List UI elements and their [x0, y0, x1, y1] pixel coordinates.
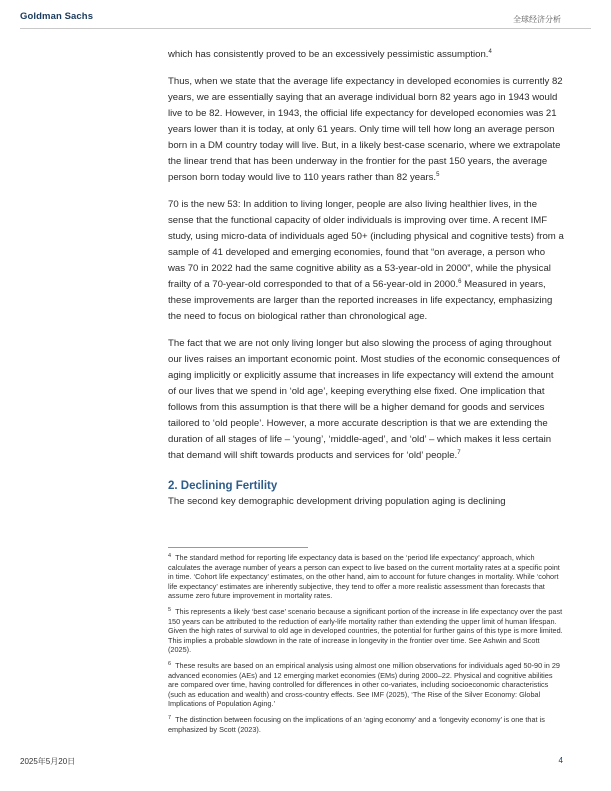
footer-date: 2025年5月20日: [20, 757, 76, 766]
paragraph-2: Thus, when we state that the average life expectancy in developed economies is currently 82 years, we are essentially saying that an average individual born 82 years ago in 1943 would live to be 82. However, in 1943, the official life expectancy for developed economies was 21 years lower than it is today, at only 61 years. Only time will tell how long an average person born in a DM country today will live. But, in a likely best-case scenario, where we extrapolate the linear trend that has been underway in the frontier for the past 150 years, the average person born today would live to 110 years rather than 82 years.$^5$: [168, 76, 563, 183]
footnote-ref-6[interactable]: 6: [458, 279, 462, 285]
footnote-text: These results are based on an empirical analysis using almost one million observations for individuals aged 50-90 in 29 advanced economies (AEs) and 12 emerging market economies (EMs) during 2000–22. Physical and cognitive abilities are compared over time, having controlled for differences in other co-variates, including socioeconomic characteristics (such as education and wealth) and cross-country effects. See IMF (2025), ‘The Rise of the Silver Economy: Global Implications of Population Aging.’: [168, 660, 560, 709]
footnote-divider: [168, 547, 308, 548]
paragraph-5: The second key demographic development driving population aging is declining: [168, 496, 506, 507]
page-header: [0, 0, 611, 32]
report-series-title: 全球经济分析: [513, 15, 561, 24]
footnote-number: 7: [168, 714, 172, 721]
footnotes: [168, 552, 564, 739]
footnote-ref-4[interactable]: 4: [488, 49, 492, 55]
footnote-number: 4: [168, 553, 172, 559]
footnote-ref-5[interactable]: 5: [436, 172, 440, 178]
footnote-text: The standard method for reporting life expectancy data is based on the ‘period life expectancy’ approach, which calculates the average number of years a person can expect to live based on the current mortality rates at a specific point in time. ‘Cohort life expectancy’ estimates, on the other hand, aim to account for future changes in mortality. While ‘cohort life expectancy’ estimates are inherently subjective, they tend to offer a more realistic assessment than forecasts that assume zero future improvement in mortality rates.: [168, 553, 560, 601]
footnote-text: This represents a likely ‘best case’ scenario because a significant portion of the increase in life expectancy over the past 150 years can be attributed to the reduction of early-life mortality rather than extending the upper limit of human lifespan. Given the high rates of survival to old age in developed countries, the potential for further gains of this type is more limited. This implies a probable slowdown in the rate of increase in longevity in the frontier over time. See Ashwin and Scott (2025).: [168, 606, 563, 655]
footnote-7: [168, 714, 564, 734]
paragraph-1: which has consistently proved to be an excessively pessimistic assumption.$^4$: [168, 49, 492, 60]
footnote-text: The distinction between focusing on the implications of an ‘aging economy’ and a ‘longevity economy’ is one that is emphasized by Scott (2023).: [168, 714, 545, 734]
footnote-number: 6: [168, 660, 172, 667]
paragraph-4: The fact that we are not only living longer but also slowing the process of aging throughout our lives raises an important economic point. Most studies of the economic consequences of aging implicitly or explicitly assume that increases in life expectancy will extend the amount of our lives that we spend in ‘old age’, keeping everything else fixed. One implication that follows from this assumption is that there will be a higher demand for goods and services tailored to ‘old people’. However, a more accurate description is that we are extending the duration of all stages of life – ‘young’, ‘middle-aged’, and ‘old’ – which makes it less certain that demand will shift towards products and services for ‘old’ people.$^7$: [168, 338, 560, 461]
paragraph-3: 70 is the new 53: In addition to living longer, people are also living healthier lives, in the sense that the functional capacity of older individuals is improving over time. A recent IMF study, using micro-data of individuals aged 50+ (including physical and cognitive tests) from a sample of 41 developed and emerging economies, found that “on average, a person who was 70 in 2022 had the same cognitive ability as a 53-year-old in 2000”, while the physical frailty of a 70-year-old corresponded to that of a 56-year-old in 2000.$^6$ Measured in years, these improvements are larger than the reported increases in life expectancy, emphasizing the need to focus on biological rather than chronological age.: [168, 199, 564, 322]
footnote-ref-7[interactable]: 7: [457, 450, 461, 456]
footnote-5: [168, 606, 564, 655]
page-number: 4: [558, 756, 563, 765]
footnote-number: 5: [168, 606, 172, 613]
brand-name: Goldman Sachs: [20, 11, 94, 22]
footnote-6: [168, 660, 564, 709]
section-title-declining-fertility: 2. Declining Fertility: [168, 480, 278, 492]
header-divider: [20, 28, 591, 29]
footnote-4: [168, 552, 564, 601]
main-body: [168, 47, 564, 521]
